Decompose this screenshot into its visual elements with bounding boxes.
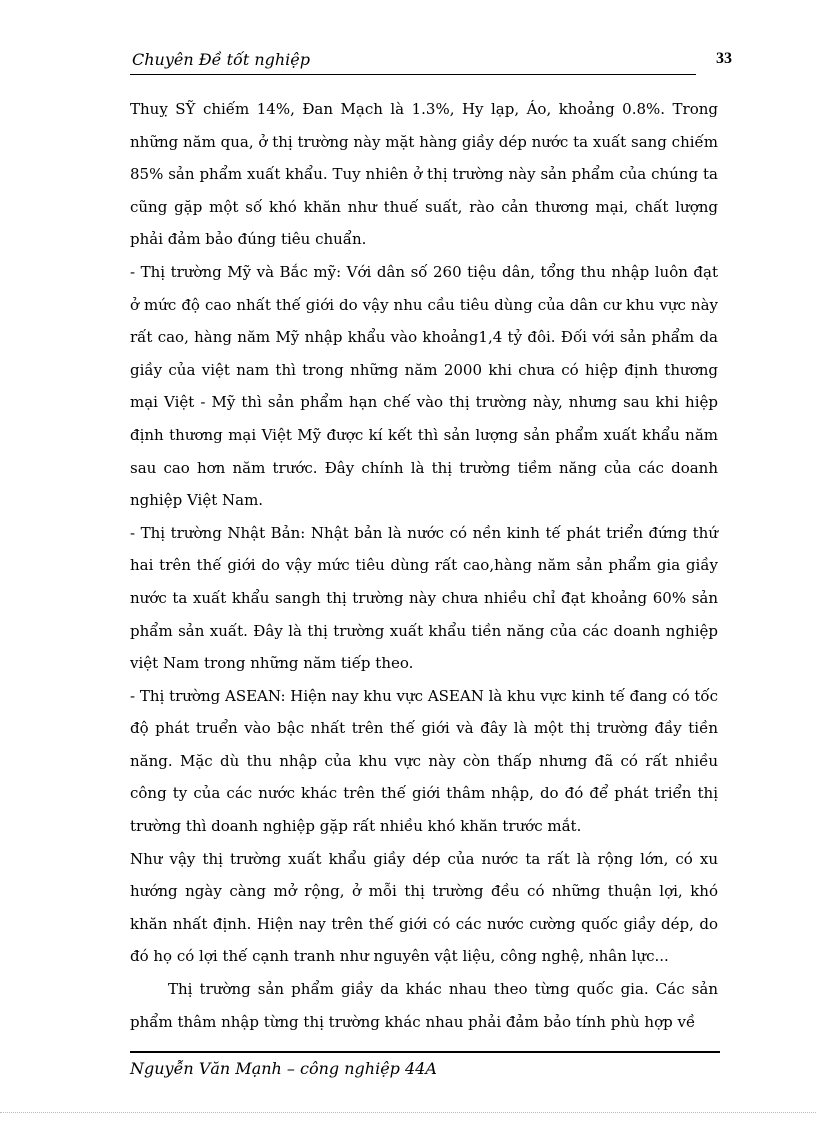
footer-author: Nguyễn Văn Mạnh – công nghiệp 44A — [130, 1059, 437, 1078]
body-text — [130, 93, 718, 1038]
paragraph-asean-market: - Thị trường ASEAN: Hiện nay khu vực ASEAN là khu vực kinh tế đang có tốc độ phát truển vào bậc nhất trên thế giới và đây là một thị trường đầy tiền năng. Mặc dù thu nhập của khu vực này còn thấp nhưng đã có rất nhiều công ty của các nước khác trên thế giới thâm nhập, do đó để phát triển thị trường thì doanh nghiệp gặp rất nhiều khó khăn trước mắt. — [130, 686, 718, 836]
paragraph-market-differences: Thị trường sản phẩm giầy da khác nhau theo từng quốc gia. Các sản phẩm thâm nhập từng thị trường khác nhau phải đảm bảo tính phù hợp về — [130, 980, 718, 1031]
paragraph-summary: Như vậy thị trường xuất khẩu giầy dép của nước ta rất là rộng lớn, có xu hướng ngày càng mở rộng, ở mỗi thị trường đều có những thuận lợi, khó khăn nhất định. Hiện nay trên thế giới có các nước cường quốc giầy dép, do đó họ có lợi thế cạnh tranh như nguyên vật liệu, công nghệ, nhân lực... — [130, 849, 718, 966]
page-edge-divider — [0, 1112, 816, 1113]
page-number: 33 — [716, 50, 732, 67]
page-header — [130, 48, 696, 75]
paragraph-us-market: - Thị trường Mỹ và Bắc mỹ: Với dân số 260 tiệu dân, tổng thu nhập luôn đạt ở mức độ cao nhất thế giới do vậy nhu cầu tiêu dùng của dân cư khu vực này rất cao, hàng năm Mỹ nhập khẩu vào khoảng1,4 tỷ đôi. Đối với sản phẩm da giầy của việt nam thì trong những năm 2000 khi chưa có hiệp định thương mại Việt - Mỹ thì sản phẩm hạn chế vào thị trường này, nhưng sau khi hiệp định thương mại Việt Mỹ được kí kết thì sản lượng sản phẩm xuất khẩu năm sau cao hơn năm trước. Đây chính là thị trường tiềm năng của các doanh nghiệp Việt Nam. — [130, 262, 718, 510]
paragraph-switzerland: Thuỵ SỸ chiếm 14%, Đan Mạch là 1.3%, Hy lạp, Áo, khoảng 0.8%. Trong những năm qua, ở thị trường này mặt hàng giầy dép nước ta xuất sang chiếm 85% sản phẩm xuất khẩu. Tuy nhiên ở thị trường này sản phẩm của chúng ta cũng gặp một số khó khăn như thuế suất, rào cản thương mại, chất lượng phải đảm bảo đúng tiêu chuẩn. — [130, 100, 718, 249]
paragraph-japan-market: - Thị trường Nhật Bản: Nhật bản là nước có nền kinh tế phát triển đứng thứ hai trên thế giới do vậy mức tiêu dùng rất cao,hàng năm sản phẩm gia giầy nước ta xuất khẩu sangh thị trường này chưa nhiều chỉ đạt khoảng 60% sản phẩm sản xuất. Đây là thị trường xuất khẩu tiền năng của các doanh nghiệp việt Nam trong những năm tiếp theo. — [130, 523, 718, 673]
page-footer — [130, 1051, 720, 1078]
header-title: Chuyên Đề tốt nghiệp — [132, 50, 311, 69]
